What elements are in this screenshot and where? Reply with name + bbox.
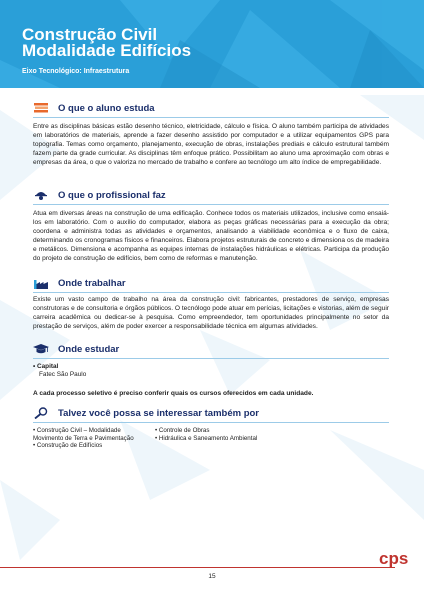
section-title-estuda: O que o aluno estuda <box>58 102 155 114</box>
campus-item: Fatec São Paulo <box>39 371 87 378</box>
footer-rule <box>0 567 395 568</box>
section-heading-profissional <box>33 189 166 201</box>
section-title-profissional: O que o profissional faz <box>58 189 166 201</box>
page-subtitle: Eixo Tecnológico: Infraestrutura <box>22 68 130 75</box>
magnifier-icon <box>33 407 49 419</box>
section-text-trabalhar: Existe um vasto campo de trabalho na área da construção civil: fabricantes, prestadores de serviço, empresas construtoras e de consultoria e órgãos públicos. O tecnólogo pode atuar em perícias, licitações e vistorias, além de seguir carreira acadêmica ou dedicar-se à pesquisa. Como empreendedor, tem oportunidades principalmente no setor da prestação de serviços, além de poder exercer a responsabilidade técnica em algumas atividades. <box>33 296 389 330</box>
title-line-2: Modalidade Edifícios <box>22 41 192 60</box>
section-divider <box>33 117 389 118</box>
section-title-trabalhar: Onde trabalhar <box>58 277 126 289</box>
campus-list <box>33 363 233 379</box>
cps-logo <box>378 549 418 571</box>
selection-note: A cada processo seletivo é preciso conferir quais os cursos oferecidos em cada unidade. <box>33 390 314 397</box>
title-line-1: Construção Civil <box>22 25 158 44</box>
section-title-interesse: Talvez você possa se interessar também por <box>58 407 259 419</box>
section-heading-interesse <box>33 407 259 419</box>
related-course-item: • Construção Civil – Modalidade <box>33 427 121 434</box>
section-heading-estudar <box>33 343 119 355</box>
section-divider <box>33 422 389 423</box>
worker-icon <box>33 189 49 201</box>
graduation-cap-icon <box>33 343 49 355</box>
section-divider <box>33 204 389 205</box>
related-course-item: • Controle de Obras <box>155 427 210 434</box>
related-course-item: • Construção de Edifícios <box>33 442 103 450</box>
section-text-estuda: Entre as disciplinas básicas estão desenho técnico, eletricidade, cálculo e física. O aluno também participa de atividades em laboratórios de materiais, aprende a fazer desenho assistido por computador e a utilizar equipamentos GPS para topografia. Temas como orçamento, planejamento, execução de obras, instalações prediais e cálculo estrutural também fazem parte da grade curricular. As disciplinas têm enfoque prático. Possibilitam ao aluno uma aproximação com obras e empresas da área, o que o valoriza no mercado de trabalho e confere ao tecnólogo um alto índice de empregabilidade. <box>33 123 389 166</box>
section-heading-trabalhar <box>33 277 126 289</box>
section-heading-estuda <box>33 102 155 114</box>
related-courses-col1 <box>33 427 134 450</box>
books-icon <box>33 102 49 114</box>
related-course-item: Movimento de Terra e Pavimentação <box>33 434 134 442</box>
section-text-profissional: Atua em diversas áreas na construção de uma edificação. Conhece todos os materiais utilizados, inclusive como ensaiá-los em laboratório. Com o auxílio do computador, elabora as peças gráficas necessárias para a execução da obra; coordena e administra todas as atividades e orçamentos, analisando a viabilidade econômica e o fluxo de caixa, determinando os cronogramas físicos e financeiros. Elabora projetos estruturais de concreto e dimensiona os de madeira e metálicos. Dimensiona e acompanha as equipes internas de instalações hidráulicas e elétricas. Participa da produção do projeto de construção de edifícios, bem como de reformas e manutenção. <box>33 210 389 262</box>
related-courses-col2 <box>155 427 257 442</box>
related-course-item: • Hidráulica e Saneamento Ambiental <box>155 434 258 442</box>
svg-text:cps: cps <box>379 549 409 568</box>
section-title-estudar: Onde estudar <box>58 343 120 355</box>
section-divider <box>33 292 389 293</box>
section-divider <box>33 358 389 359</box>
page-number: 15 <box>208 573 216 580</box>
factory-icon <box>33 277 49 289</box>
campus-region: • Capital <box>33 363 59 370</box>
